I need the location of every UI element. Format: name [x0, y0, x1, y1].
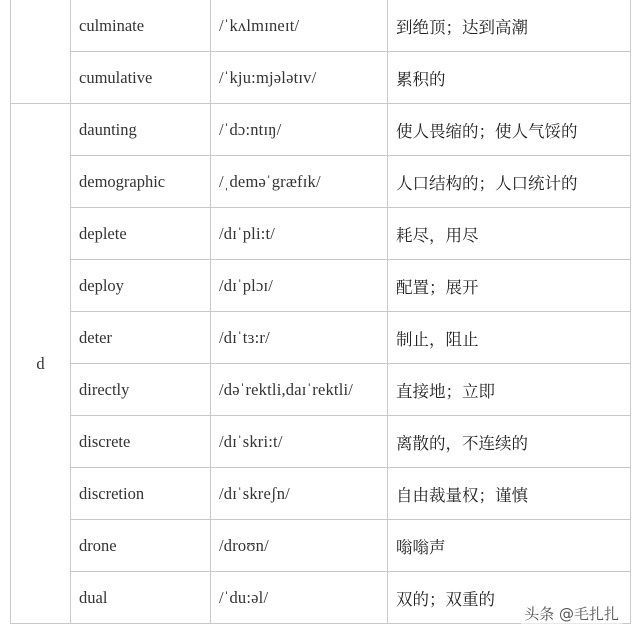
word-cell: deploy — [71, 260, 211, 312]
table-row — [11, 416, 631, 468]
meaning-cell: 离散的，不连续的 — [388, 416, 631, 468]
pronunciation-cell: /ˈdɔ:ntɪŋ/ — [211, 104, 388, 156]
meaning-cell: 自由裁量权；谨慎 — [388, 468, 631, 520]
table-row — [11, 312, 631, 364]
meaning-cell: 耗尽，用尽 — [388, 208, 631, 260]
pronunciation-cell: /dɪˈpli:t/ — [211, 208, 388, 260]
meaning-cell: 双的；双重的 — [388, 572, 631, 624]
table-row — [11, 364, 631, 416]
meaning-cell: 制止，阻止 — [388, 312, 631, 364]
pronunciation-cell: /ˌdeməˈgræfɪk/ — [211, 156, 388, 208]
pronunciation-cell: /dɪˈplɔɪ/ — [211, 260, 388, 312]
pronunciation-cell: /ˈdu:əl/ — [211, 572, 388, 624]
table-row — [11, 0, 631, 52]
table-row — [11, 52, 631, 104]
pronunciation-cell: /dɪˈskri:t/ — [211, 416, 388, 468]
pronunciation-cell: /dɪˈskreʃn/ — [211, 468, 388, 520]
meaning-cell: 累积的 — [388, 52, 631, 104]
word-cell: deplete — [71, 208, 211, 260]
table-row — [11, 520, 631, 572]
meaning-cell: 直接地；立即 — [388, 364, 631, 416]
table-row — [11, 156, 631, 208]
pronunciation-cell: /ˈkju:mjələtɪv/ — [211, 52, 388, 104]
word-cell: dual — [71, 572, 211, 624]
pronunciation-cell: /dɪˈtɜ:r/ — [211, 312, 388, 364]
vocabulary-table — [10, 0, 631, 624]
watermark: 头条 @毛扎扎 — [521, 602, 622, 625]
pronunciation-cell: /ˈkʌlmɪneɪt/ — [211, 0, 388, 52]
letter-group-cell — [11, 0, 71, 104]
table-row — [11, 468, 631, 520]
table-row — [11, 104, 631, 156]
word-cell: discretion — [71, 468, 211, 520]
meaning-cell: 到绝顶；达到高潮 — [388, 0, 631, 52]
word-cell: culminate — [71, 0, 211, 52]
word-cell: drone — [71, 520, 211, 572]
meaning-cell: 使人畏缩的；使人气馁的 — [388, 104, 631, 156]
letter-group-cell: d — [11, 104, 71, 624]
word-cell: discrete — [71, 416, 211, 468]
meaning-cell: 嗡嗡声 — [388, 520, 631, 572]
word-cell: deter — [71, 312, 211, 364]
word-cell: demographic — [71, 156, 211, 208]
table-row — [11, 260, 631, 312]
pronunciation-cell: /dəˈrektli,daɪˈrektli/ — [211, 364, 388, 416]
table-row — [11, 208, 631, 260]
word-cell: daunting — [71, 104, 211, 156]
word-cell: directly — [71, 364, 211, 416]
vocabulary-table-body — [11, 0, 631, 624]
word-cell: cumulative — [71, 52, 211, 104]
meaning-cell: 人口结构的；人口统计的 — [388, 156, 631, 208]
meaning-cell: 配置；展开 — [388, 260, 631, 312]
pronunciation-cell: /droʊn/ — [211, 520, 388, 572]
